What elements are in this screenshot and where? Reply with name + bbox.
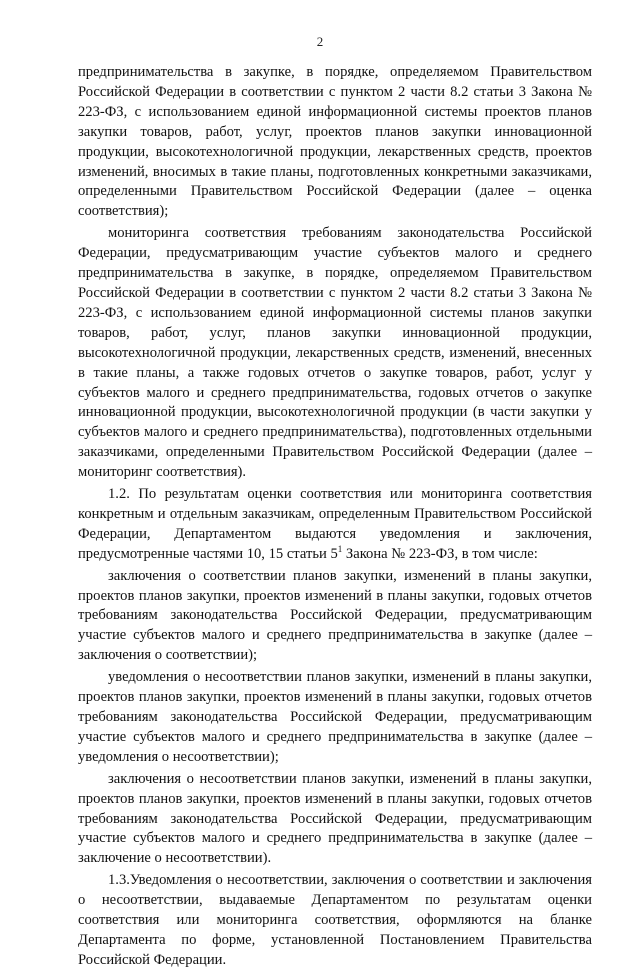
paragraph-1-2 bbox=[78, 485, 592, 565]
paragraph-notifications-noncompliance: уведомления о несоответствии планов закупки, изменений в планы закупки, проектов планов закупки, проектов изменений в планы закупки, годовых отчетов требованиям законодательства Российской Федерации, предусматривающим участие субъектов малого и среднего предпринимательства в закупке (далее – уведомления о несоответствии); bbox=[78, 669, 592, 765]
paragraph-monitoring: мониторинга соответствия требованиям законодательства Российской Федерации, предусматривающим участие субъектов малого и среднего предпринимательства в закупке, в порядке, определяемом Правительством Российской Федерации в соответствии с пунктом 2 части 8.2 статьи 3 Закона № 223-ФЗ, с использованием единой информационной системы планов закупки товаров, работ, услуг, планов закупки инновационной продукции, высокотехнологичной продукции, лекарственных средств, изменений, внесенных в такие планы, а также годовых отчетов о закупке товаров, работ, услуг у субъектов малого и среднего предпринимательства, годовых отчетов о закупке инновационной продукции, высокотехнологичной продукции (в части закупки у субъектов малого и среднего предпринимательства), подготовленных отдельными заказчиками, определенными Правительством Российской Федерации (далее – мониторинг соответствия). bbox=[78, 225, 592, 481]
paragraph-1-2-text-end: Закона № 223-ФЗ, в том числе: bbox=[342, 545, 538, 562]
article-superscript: 1 bbox=[337, 543, 343, 554]
paragraph-assessment-continuation: предпринимательства в закупке, в порядке, определяемом Правительством Российской Федерации в соответствии с пунктом 2 части 8.2 статьи 3 Закона № 223-ФЗ, с использованием единой информационной системы проектов планов закупки товаров, работ, услуг, проектов планов закупки инновационной продукции, высокотехнологичной продукции, лекарственных средств, проектов изменений, вносимых в такие планы, подготовленных конкретными заказчиками, определенными Правительством Российской Федерации (далее – оценка соответствия); bbox=[78, 64, 592, 220]
document-body bbox=[78, 63, 592, 971]
page-number: 2 bbox=[316, 34, 324, 49]
paragraph-conclusions-noncompliance: заключения о несоответствии планов закупки, изменений в планы закупки, проектов планов закупки, проектов изменений в планы закупки, годовых отчетов требованиям законодательства Российской Федерации, предусматривающим участие субъектов малого и среднего предпринимательства в закупке (далее – заключение о несоответствии). bbox=[78, 770, 592, 867]
paragraph-conclusions-compliance: заключения о соответствии планов закупки, изменений в планы закупки, проектов планов закупки, проектов изменений в планы закупки, годовых отчетов требованиям законодательства Российской Федерации, предусматривающим участие субъектов малого и среднего предпринимательства в закупке (далее – заключения о соответствии); bbox=[78, 567, 592, 664]
paragraph-1-2-text: 1.2. По результатам оценки соответствия или мониторинга соответствия конкретным и отдельным заказчикам, определенным Правительством Российской Федерации, Департаментом выдаются уведомления и заключения, предусмотренные частями 10, 15 статьи 5 bbox=[78, 486, 592, 562]
paragraph-1-3: 1.3.Уведомления о несоответствии, заключения о соответствии и заключения о несоответствии, выдаваемые Департаментом по результатам оценки соответствия или мониторинга соответствия, оформляются на бланке Департамента по форме, установленной Постановлением Правительства Российской Федерации. bbox=[78, 872, 592, 968]
